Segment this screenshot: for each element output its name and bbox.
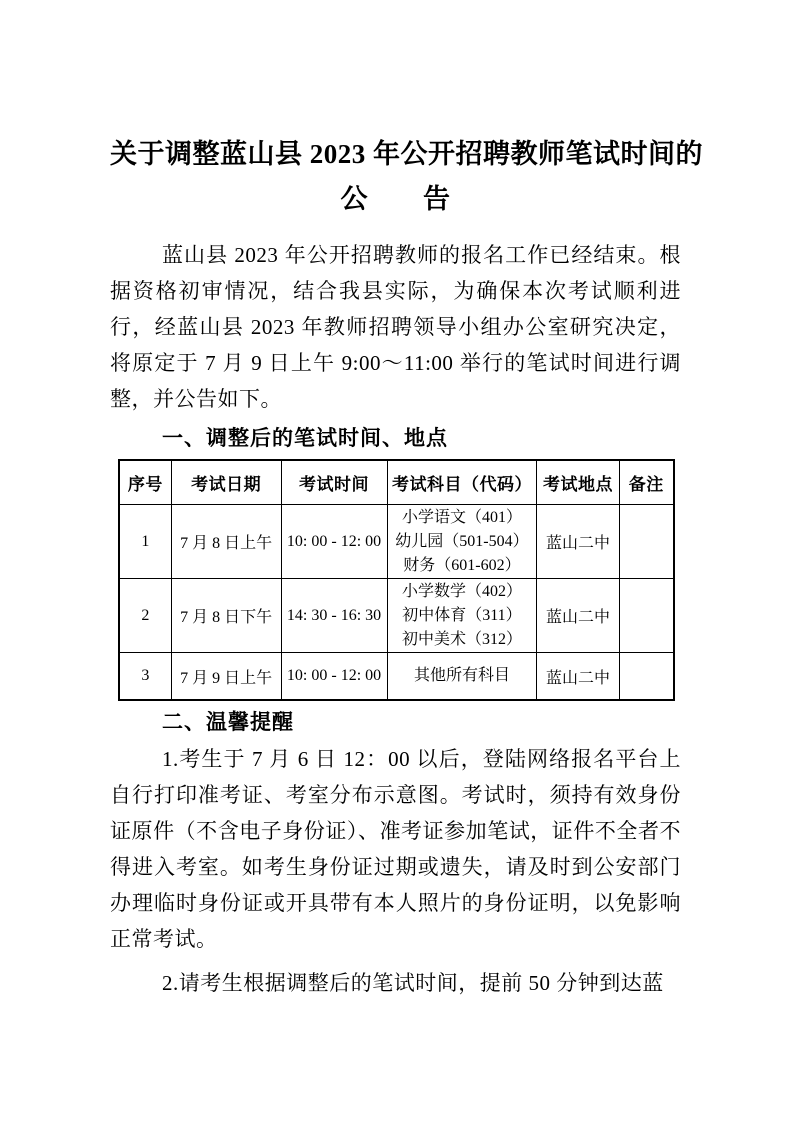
cell-no: 3 xyxy=(119,653,171,701)
cell-no: 1 xyxy=(119,505,171,579)
page-title-line2: 公 告 xyxy=(340,184,451,214)
cell-subjects xyxy=(387,505,537,579)
cell-subjects xyxy=(387,579,537,653)
cell-time: 10: 00 - 12: 00 xyxy=(281,653,387,701)
cell-location: 蓝山二中 xyxy=(537,505,619,579)
section1-heading: 一、调整后的笔试时间、地点 xyxy=(162,427,448,450)
page-title xyxy=(110,132,703,222)
cell-remark xyxy=(619,653,674,701)
col-header-subject: 考试科目（代码） xyxy=(387,460,537,505)
cell-subjects xyxy=(387,653,537,701)
cell-location: 蓝山二中 xyxy=(537,579,619,653)
cell-no: 2 xyxy=(119,579,171,653)
cell-time: 14: 30 - 16: 30 xyxy=(281,579,387,653)
subject-item: 初中体育（311） xyxy=(402,606,522,624)
cell-date: 7 月 9 日上午 xyxy=(171,653,281,701)
cell-location: 蓝山二中 xyxy=(537,653,619,701)
cell-date: 7 月 8 日上午 xyxy=(171,505,281,579)
document-content xyxy=(110,132,703,1001)
col-header-date: 考试日期 xyxy=(171,460,281,505)
cell-remark xyxy=(619,505,674,579)
subject-item: 其他所有科目 xyxy=(413,667,510,684)
subject-item: 财务（601-602） xyxy=(403,556,521,574)
intro-paragraph: 蓝山县 2023 年公开招聘教师的报名工作已经结束。根据资格初审情况，结合我县实际，为确保本次考试顺利进行，经蓝山县 2023 年教师招聘领导小组办公室研究决定，将原定于 7 月 9 日上午 9:00～11:00 举行的笔试时间进行调整，并公告如下。 xyxy=(110,243,681,411)
col-header-time: 考试时间 xyxy=(281,460,387,505)
subject-item: 幼儿园（501-504） xyxy=(395,532,529,550)
col-header-location: 考试地点 xyxy=(537,460,619,505)
subject-item: 初中美术（312） xyxy=(401,630,522,648)
table-header-row xyxy=(119,460,674,505)
cell-date: 7 月 8 日下午 xyxy=(171,579,281,653)
cell-time: 10: 00 - 12: 00 xyxy=(281,505,387,579)
reminder-paragraph-2: 2.请考生根据调整后的笔试时间，提前 50 分钟到达蓝 xyxy=(162,971,664,995)
table-row-2 xyxy=(119,579,674,653)
table-row-3 xyxy=(119,653,674,701)
col-header-remark: 备注 xyxy=(619,460,674,505)
section2-heading: 二、温馨提醒 xyxy=(162,711,294,734)
subject-item: 小学数学（402） xyxy=(401,582,522,600)
page-title-line1: 关于调整蓝山县 2023 年公开招聘教师笔试时间的 xyxy=(110,139,703,169)
table-row-1 xyxy=(119,505,674,579)
subject-item: 小学语文（401） xyxy=(401,508,522,526)
cell-remark xyxy=(619,579,674,653)
col-header-no: 序号 xyxy=(119,460,171,505)
exam-schedule-table xyxy=(118,459,675,701)
reminder-paragraph-1: 1.考生于 7 月 6 日 12：00 以后，登陆网络报名平台上自行打印准考证、考室分布示意图。考试时，须持有效身份证原件（不含电子身份证）、准考证参加笔试，证件不全者不得进入考室。如考生身份证过期或遗失，请及时到公安部门办理临时身份证或开具带有本人照片的身份证明，以免影响正常考试。 xyxy=(110,747,681,951)
